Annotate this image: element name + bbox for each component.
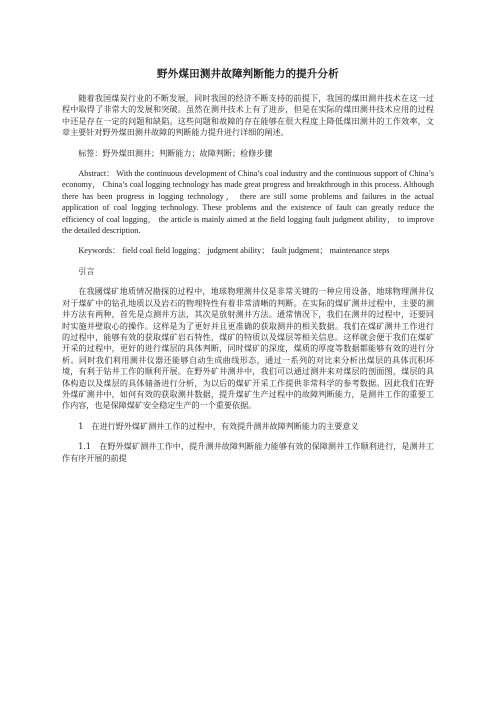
section-1-1-heading: 1.1 在野外煤矿测井工作中，提升测井故障判断能力能够有效的保障测井工作顺利进行，是测井工作有序开展的前提: [62, 441, 434, 463]
abstract-cn: 随着我国煤炭行业的不断发展，同时我国的经济不断支持的前提下，我国的煤田测井技术在这一过程中取得了非常大的发展和突破。虽然在测井技术上有了进步，但是在实际的煤田测井技术应用的过程中还是存在一定的问题和缺陷。这些问题和故障的存在能够在很大程度上降低煤田测井的工作效率，文章主要针对野外煤田测井故障的判断能力提升进行详细的阐述。: [62, 93, 434, 138]
intro-body: 在我國煤矿地质情况勘探的过程中，地球物理测井仪是非常关键的一种应用设备，地球物理测井仪对于煤矿中的钻孔地质以及岩石的物理特性有着非常清晰的判断。在实际的煤矿测井过程中，主要的测井方法有两种，首先是点测井方法，其次是放射测井方法。通常情况下，我们在测井的过程中，还要同时实施井壁取心的操作。这样是为了更好并且更准确的获取测井的相关数据。我们在煤矿测井工作进行的过程中，能够有效的获取煤矿岩石特性，煤矿的特质以及煤层等相关信息。这样就会便于我们在煤矿开采的过程中，更好的进行煤层的具体判断，同时煤矿的深度，煤质的厚度等数据都能够有效的进行分析。同时我们利用测井仪器还能够自动生成曲线形态，通过一系列的对比来分析出煤层的具体沉积环境，有利于钻井工作的顺利开展。在野外矿井测井中，我们可以通过测井来对煤层的剖面图，煤层的具体构造以及煤层的具体储备进行分析，为以后的煤矿开采工作提供非常科学的参考数据。因此我们在野外煤矿测井中，如何有效的获取测井数据，提升煤矿生产过程中的故障判断能力，是测井工作的重要工作内容，也是保障煤矿安全稳定生产的一个重要依据。: [62, 286, 434, 411]
page-title: 野外煤田测井故障判断能力的提升分析: [157, 68, 339, 80]
keywords-en: Keywords： field coal field logging； judgment ability； fault judgment； maintenance steps: [78, 246, 390, 256]
abstract-en: Abstract： With the continuous development of China’s coal industry and the continuous support of China’s economy， China’s coal logging technology has made great progress and breakthrough in this process. Although there has been progress in logging technology， there are still some problems and failures in the actual application of coal logging technology. These problems and the existence of fault can greatly reduce the efficiency of coal logging， the article is mainly aimed at the field logging fault judgment ability， to improve the detailed description.: [62, 169, 434, 236]
intro-heading: 引言: [78, 265, 95, 276]
section-1-heading: 1 在进行野外煤矿测井工作的过程中，有效提升测井故障判断能力的主要意义: [78, 420, 359, 431]
keywords-cn: 标签：野外煤田测井；判断能力；故障判断；检修步骤: [78, 147, 273, 158]
